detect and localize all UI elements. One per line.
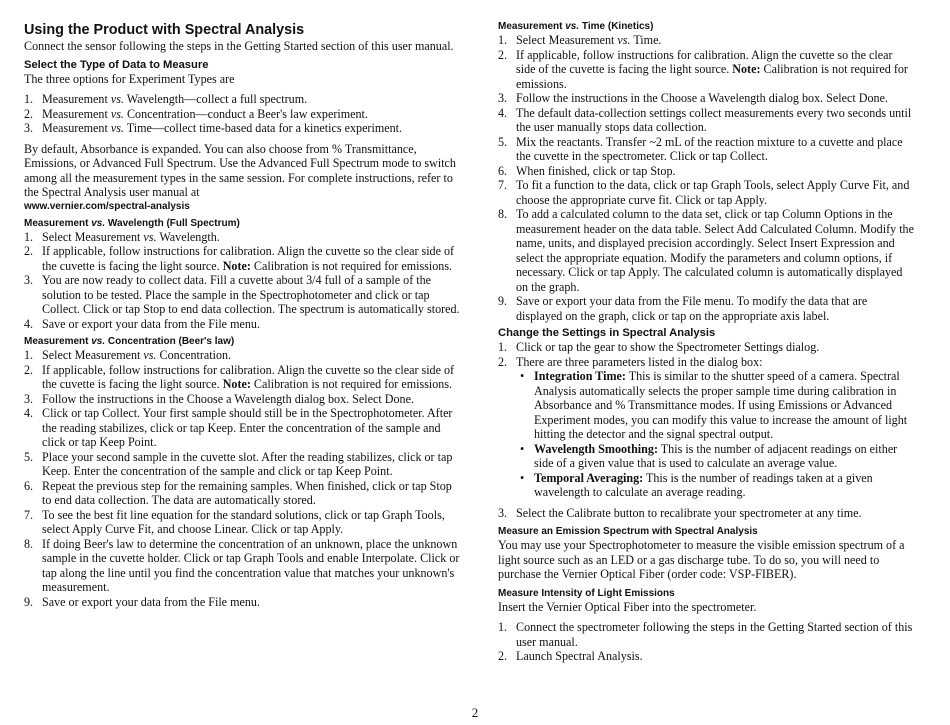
list-item: 1. Select Measurement vs. Concentration. <box>24 348 232 362</box>
default-paragraph: By default, Absorbance is expanded. You can also choose from % Transmittance, Emissions, or Advanced Full Spectrum. Use the Advanced Full Spectrum mode to switch among all the measurement types in the same session. For complete instructions, refer to the Spectral Analysis user manual at <box>24 141 456 199</box>
list-item: 8. If doing Beer's law to determine the concentration of an unknown, place the unknown sample in the cuvette holder. Click or tap Graph Tools and enable Interpolate. Click or tap along the line until you find the concentration value that matches your unknown's measurement. <box>24 536 460 594</box>
list-item: 4. Save or export your data from the File menu. <box>24 316 260 331</box>
list-item: 5. Place your second sample in the cuvette slot. After the reading stabilizes, click or tap Keep. Enter the concentration of the sample and click or tap Keep Point. <box>24 449 453 478</box>
experiment-types-list <box>24 92 464 136</box>
select-type-heading: Select the Type of Data to Measure <box>24 58 209 71</box>
list-item: 3. Select the Calibrate button to recalibrate your spectrometer at any time. <box>498 505 862 520</box>
settings-parameters <box>498 369 914 500</box>
emission-paragraph: You may use your Spectrophotometer to measure the visible emission spectrum of a light source such as an LED or a gas discharge tube. To do so, you will need to purchase the Vernier Optical Fiber (order code: VSP-FIBER). <box>498 538 905 581</box>
list-item: • Wavelength Smoothing: This is the number of adjacent readings on either side of a given value that is used to calculate an average value. <box>520 441 898 470</box>
time-heading: Measurement vs. Time (Kinetics) <box>498 21 654 32</box>
page-title: Using the Product with Spectral Analysis <box>24 22 305 38</box>
bullet-icon: • <box>520 470 525 485</box>
list-item: • Temporal Averaging: This is the number of readings taken at a given wavelength to calculate an average reading. <box>520 470 873 499</box>
list-item: 3. Follow the instructions in the Choose a Wavelength dialog box. Select Done. <box>24 391 414 406</box>
select-type-intro: The three options for Experiment Types are <box>24 71 235 86</box>
list-item: 6. Repeat the previous step for the remaining samples. When finished, click or tap Stop to end data collection. The data are automatically stored. <box>24 478 452 507</box>
intensity-steps <box>498 620 914 664</box>
list-item: 2. Launch Spectral Analysis. <box>498 649 643 663</box>
settings-steps <box>498 340 914 369</box>
emission-heading: Measure an Emission Spectrum with Spectral Analysis <box>498 526 758 537</box>
concentration-heading: Measurement vs. Concentration (Beer's law) <box>24 336 235 347</box>
list-item: 2. If applicable, follow instructions for calibration. Align the cuvette so the clear side of the cuvette is facing the light source. Note: Calibration is not required for emissions. <box>24 244 455 273</box>
list-item: 2. There are three parameters listed in the dialog box: <box>498 354 763 369</box>
page-number: 2 <box>471 705 479 720</box>
list-item: 9. Save or export your data from the File menu. <box>24 594 260 609</box>
list-item: • Integration Time: This is similar to the shutter speed of a camera. Spectral Analysis automatically selects the proper sample time during calibration in Absorbance and % Transmittance modes. If using Emissions or Advanced Experiment modes, you can modify this value to increase the amount of light hitting the detector and the signal spectral output. <box>520 369 908 441</box>
wavelength-heading: Measurement vs. Wavelength (Full Spectrum) <box>24 217 240 229</box>
list-item: 9. Save or export your data from the File menu. To modify the data that are displayed on the graph, click or tap on the appropriate axis label. <box>498 294 868 323</box>
spectral-analysis-url: www.vernier.com/spectral-analysis <box>24 200 190 212</box>
list-item: 1. Connect the spectrometer following the steps in the Getting Started section of this user manual. <box>498 620 913 649</box>
list-item: 2. If applicable, follow instructions for calibration. Align the cuvette so the clear side of the cuvette is facing the light source. Note: Calibration is not required for emissions. <box>498 47 908 91</box>
list-item: 2. If applicable, follow instructions for calibration. Align the cuvette so the clear side of the cuvette is facing the light source. Note: Calibration is not required for emissions. <box>24 362 455 391</box>
list-item: 7. To fit a function to the data, click or tap Graph Tools, select Apply Curve Fit, and choose the appropriate curve fit. Click or tap Apply. <box>498 178 910 207</box>
settings-heading: Change the Settings in Spectral Analysis <box>498 327 716 339</box>
settings-step-three <box>498 506 914 521</box>
time-steps <box>498 33 914 323</box>
list-item: 7. To see the best fit line equation for the standard solutions, click or tap Graph Tools, select Apply Curve Fit, and choose Linear. Click or tap Apply. <box>24 507 445 536</box>
right-column <box>498 14 914 664</box>
list-item: 1. Measurement vs. Wavelength—collect a full spectrum. <box>24 92 308 106</box>
list-item: 1. Select Measurement vs. Time. <box>498 33 662 47</box>
intensity-heading: Measure Intensity of Light Emissions <box>498 587 675 599</box>
list-item: 8. To add a calculated column to the data set, click or tap Column Options in the measurement header on the data table. Select Add Calculated Column. Modify the name, units, and displayed precision accordingly. Select Insert Expression and select the appropriate equation. Modify the parameters and column options, if necessary. Click or tap Apply. The calculated column is automatically displayed on the graph. <box>498 207 914 294</box>
list-item: 5. Mix the reactants. Transfer ~2 mL of the reaction mixture to a cuvette and place the cuvette in the spectrometer. Click or tap Collect. <box>498 134 903 163</box>
left-column <box>24 14 464 609</box>
list-item: 1. Click or tap the gear to show the Spectrometer Settings dialog. <box>498 340 820 354</box>
wavelength-steps <box>24 230 464 332</box>
list-item: 3. Follow the instructions in the Choose a Wavelength dialog box. Select Done. <box>498 91 888 105</box>
list-item: 6. When finished, click or tap Stop. <box>498 163 676 178</box>
bullet-icon: • <box>520 369 525 383</box>
intro-paragraph: Connect the sensor following the steps in the Getting Started section of this user manual. <box>24 39 454 53</box>
list-item: 3. Measurement vs. Time—collect time-based data for a kinetics experiment. <box>24 121 403 135</box>
list-item: 2. Measurement vs. Concentration—conduct a Beer's law experiment. <box>24 106 368 121</box>
list-item: 4. The default data-collection settings collect measurements every two seconds until the user manually stops data collection. <box>498 105 912 134</box>
list-item: 4. Click or tap Collect. Your first sample should still be in the Spectrophotometer. After the reading stabilizes, click or tap Keep. Enter the concentration of the sample and click or tap Keep Point. <box>24 406 453 449</box>
intensity-paragraph: Insert the Vernier Optical Fiber into the spectrometer. <box>498 599 757 614</box>
list-item: 3. You are now ready to collect data. Fill a cuvette about 3/4 full of a sample of the solution to be tested. Place the sample in the Spectrophotometer and click or tap Collect. Click or tap Stop to end data collection. The spectrum is automatically stored. <box>24 273 460 316</box>
bullet-icon: • <box>520 441 525 456</box>
concentration-steps <box>24 348 464 609</box>
list-item: 1. Select Measurement vs. Wavelength. <box>24 229 220 244</box>
